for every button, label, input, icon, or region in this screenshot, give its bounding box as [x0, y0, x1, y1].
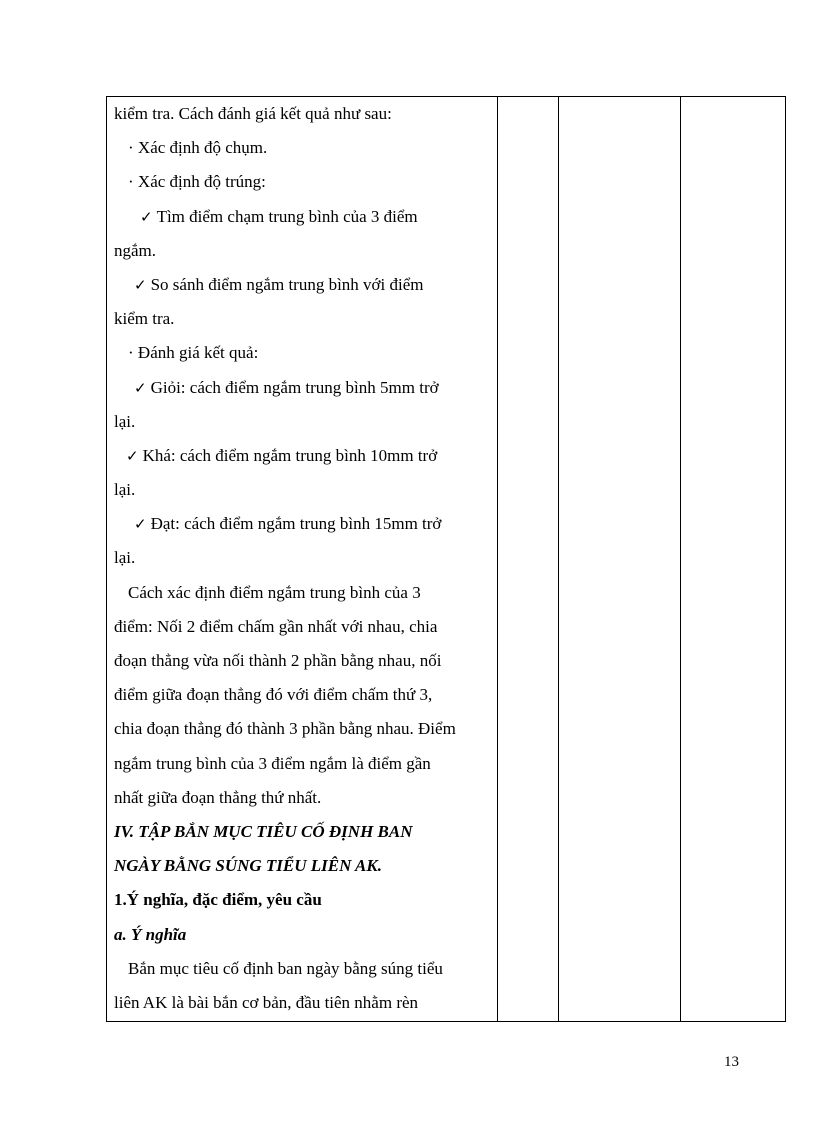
column-divider: [680, 97, 681, 1021]
text-line: kiểm tra. Cách đánh giá kết quả như sau:: [114, 104, 392, 123]
text-line: Cách xác định điểm ngắm trung bình của 3: [128, 582, 421, 602]
checkmark-icon: ✓: [134, 378, 147, 397]
section-heading: IV. TẬP BẮN MỤC TIÊU CỐ ĐỊNH BAN: [114, 821, 413, 841]
text-line: kiểm tra.: [114, 309, 175, 329]
text-line: ngắm.: [114, 240, 157, 260]
checkmark-icon: ✓: [140, 207, 153, 226]
page-number: 13: [724, 1054, 739, 1070]
text-line: · Đánh giá kết quả:: [128, 343, 259, 363]
column-divider: [558, 97, 559, 1021]
checkmark-icon: ✓: [126, 446, 139, 465]
text-line: Khá: cách điểm ngắm trung bình 10mm trở: [142, 445, 438, 465]
subsection-heading: a. Ý nghĩa: [114, 924, 187, 944]
check-item: [114, 507, 498, 541]
text-line: đoạn thẳng vừa nối thành 2 phần bằng nhau, nối: [114, 651, 442, 670]
text-line: · Xác định độ chụm.: [128, 138, 268, 158]
text-line: ngắm trung bình của 3 điểm ngắm là điểm gần: [114, 753, 431, 773]
text-line: liên AK là bài bắn cơ bản, đầu tiên nhằm rèn: [114, 992, 419, 1012]
text-line: lại.: [114, 480, 136, 500]
lesson-table: [106, 96, 786, 1022]
check-item: [114, 371, 498, 405]
text-line: chia đoạn thẳng đó thành 3 phần bằng nhau. Điểm: [114, 719, 456, 739]
check-item: [114, 268, 498, 302]
text-line: lại.: [114, 548, 136, 568]
section-heading: NGÀY BẰNG SÚNG TIỂU LIÊN AK.: [114, 856, 382, 876]
text-line: Bắn mục tiêu cố định ban ngày bằng súng tiểu: [128, 958, 443, 978]
content-column: [114, 97, 498, 1020]
check-item: [114, 200, 498, 234]
text-line: nhất giữa đoạn thẳng thứ nhất.: [114, 787, 322, 807]
text-line: Giỏi: cách điểm ngắm trung bình 5mm trở: [150, 377, 439, 397]
checkmark-icon: ✓: [134, 275, 147, 294]
text-line: Tìm điểm chạm trung bình của 3 điểm: [156, 206, 418, 226]
text-line: điểm: Nối 2 điểm chấm gần nhất với nhau, chia: [114, 616, 438, 636]
check-item: [114, 439, 498, 473]
text-line: điểm giữa đoạn thẳng đó với điểm chấm thứ 3,: [114, 685, 433, 705]
text-line: So sánh điểm ngắm trung bình với điểm: [150, 274, 424, 294]
text-line: · Xác định độ trúng:: [128, 172, 266, 192]
text-line: Đạt: cách điểm ngắm trung bình 15mm trở: [150, 514, 442, 534]
subsection-heading: 1.Ý nghĩa, đặc điểm, yêu cầu: [114, 890, 322, 910]
text-line: lại.: [114, 411, 136, 431]
checkmark-icon: ✓: [134, 515, 147, 534]
